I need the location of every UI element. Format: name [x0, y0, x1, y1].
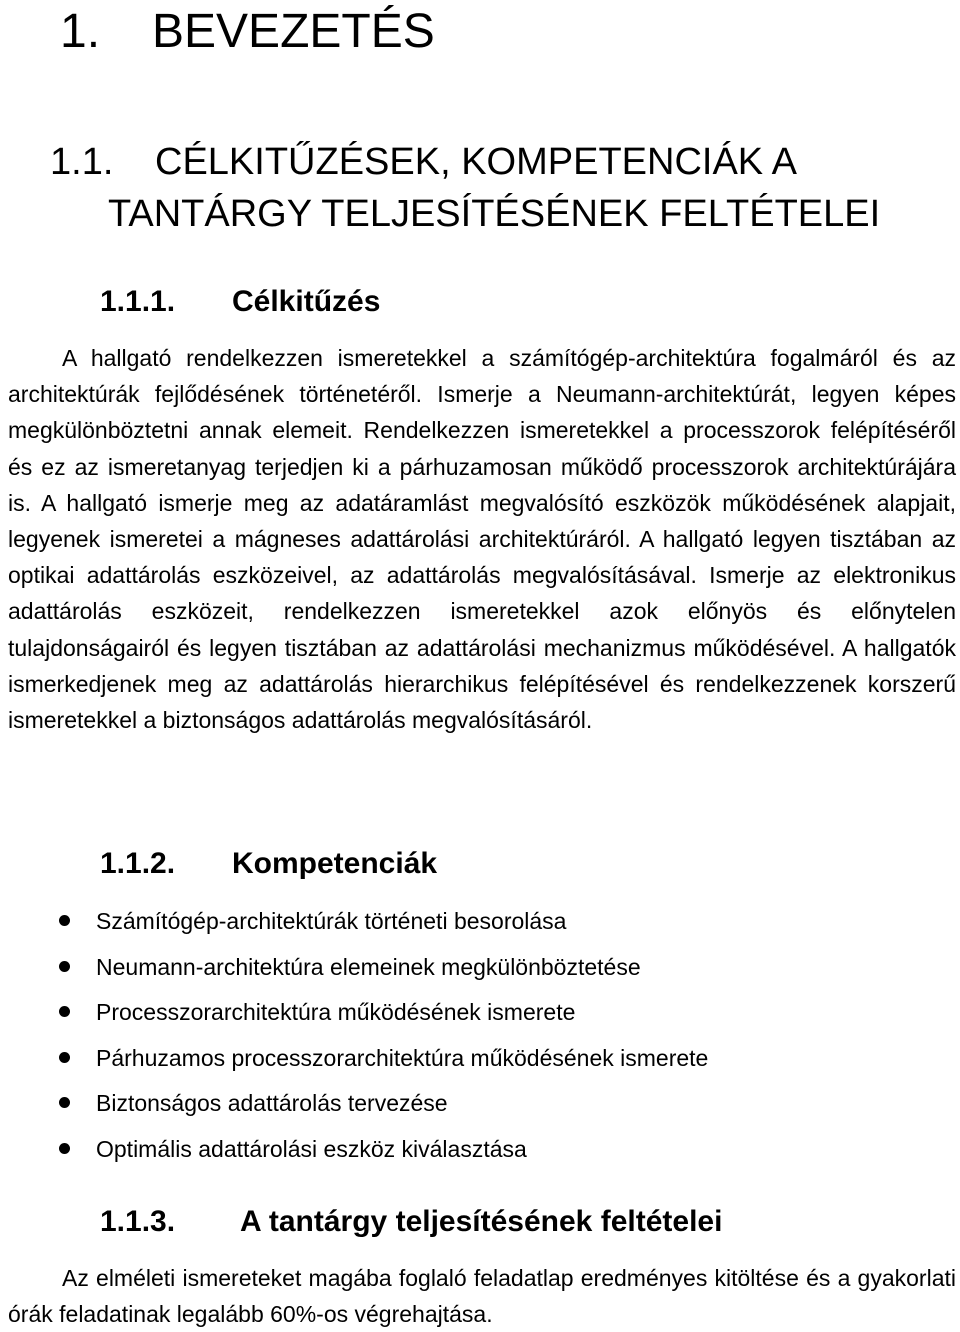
- list-item-text: Neumann-architektúra elemeinek megkülönböztetése: [96, 953, 641, 980]
- bullet-icon: [59, 961, 70, 972]
- subsection-title: Kompetenciák: [232, 847, 438, 880]
- goals-paragraph: A hallgató rendelkezzen ismeretekkel a számítógép-architektúra fogalmáról és az architektúrák fejlődésének történetéről. Ismerje a Neumann-architektúrát, legyen képes megkülönböztetni annak elemeit. Rendelkezzen ismeretekkel a processzorok felépítéséről és ez az ismeretanyag terjedjen ki a párhuzamosan működő processzorok architektúrájára is. A hallgató ismerje meg az adatáramlást megvalósító eszközök működésének alapjait, legyenek ismeretei a mágneses adattárolási architektúráról. A hallgató legyen tisztában az optikai adattárolás eszközeivel, az adattárolás megvalósításával. Ismerje az elektronikus adattárolás eszközeit, rendelkezzen ismeretekkel azok előnyös és előnytelen tulajdonságairól és legyen tisztában az adattárolási mechanizmus működésével. A hallgatók ismerkedjenek meg az adattárolás hierarchikus felépítésével és rendelkezzenek korszerű ismeretekkel a biztonságos adattárolás megvalósításáról.: [8, 345, 956, 734]
- list-item-text: Párhuzamos processzorarchitektúra működésének ismerete: [96, 1044, 709, 1071]
- list-item: [0, 994, 708, 1040]
- section-number: 1.1.: [50, 141, 114, 183]
- list-item: [0, 949, 708, 995]
- chapter-number: 1.: [60, 5, 101, 58]
- subsection-heading-goals: [100, 282, 380, 322]
- competencies-list: [0, 903, 708, 1177]
- subsection-title: A tantárgy teljesítésének feltételei: [240, 1205, 723, 1238]
- list-item-text: Számítógép-architektúrák történeti besorolása: [96, 908, 567, 934]
- list-item-text: Processzorarchitektúra működésének ismerete: [96, 999, 576, 1026]
- subsection-number: 1.1.3.: [100, 1205, 176, 1238]
- list-item: [0, 1085, 708, 1131]
- bullet-icon: [59, 1006, 70, 1017]
- subsection-heading-competencies: [100, 844, 437, 884]
- subsection-number: 1.1.2.: [100, 847, 176, 880]
- bullet-icon: [59, 1143, 70, 1154]
- list-item: [0, 903, 708, 949]
- list-item: [0, 1131, 708, 1177]
- section-title-line1: CÉLKITŰZÉSEK, KOMPETENCIÁK A: [155, 141, 797, 183]
- requirements-paragraph: Az elméleti ismereteket magába foglaló feladatlap eredményes kitöltése és a gyakorlati órák feladatinak legalább 60%-os végrehajtása.: [8, 1265, 956, 1328]
- bullet-icon: [59, 1097, 70, 1108]
- list-item-text: Biztonságos adattárolás tervezése: [96, 1090, 448, 1117]
- list-item: [0, 1040, 708, 1086]
- chapter-heading: [60, 2, 435, 62]
- subsection-heading-requirements: [100, 1202, 722, 1242]
- list-item-text: Optimális adattárolási eszköz kiválasztása: [96, 1135, 527, 1162]
- subsection-title: Célkitűzés: [232, 285, 381, 318]
- section-title-line2: TANTÁRGY TELJESÍTÉSÉNEK FELTÉTELEI: [108, 193, 881, 235]
- bullet-icon: [59, 1052, 70, 1063]
- bullet-icon: [59, 915, 70, 926]
- subsection-number: 1.1.1.: [100, 285, 176, 318]
- chapter-title: BEVEZETÉS: [152, 5, 435, 58]
- section-heading: [50, 136, 880, 240]
